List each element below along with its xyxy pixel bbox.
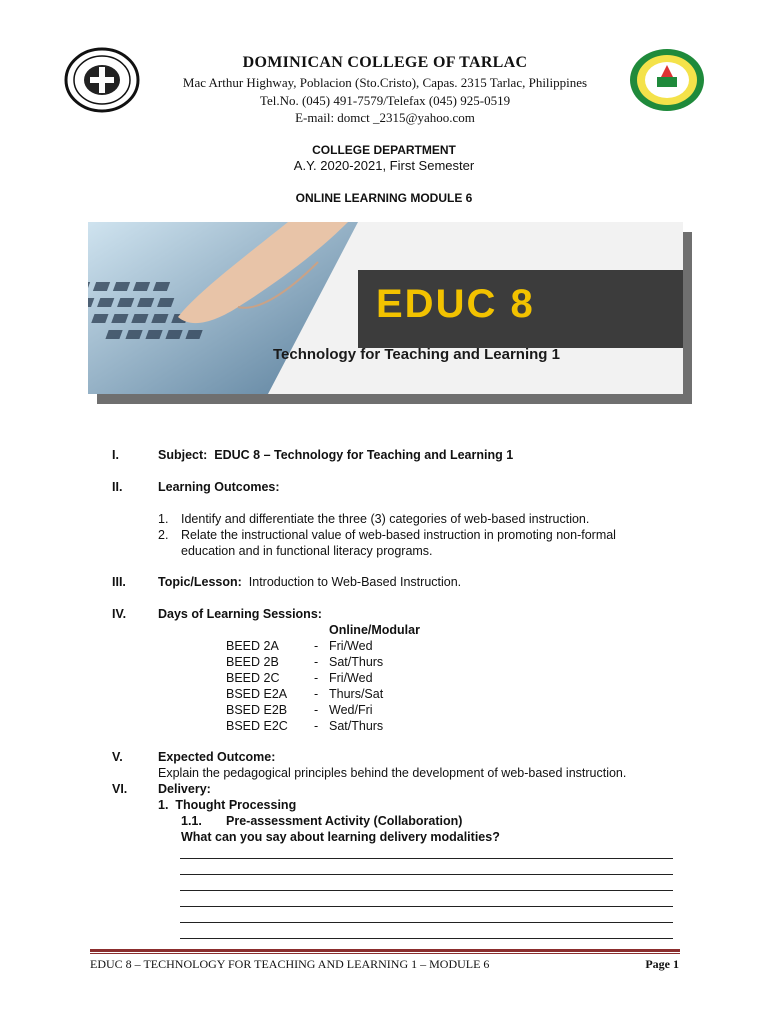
days-heading: Days of Learning Sessions: [158,607,322,621]
schedule-days: Fri/Wed [329,671,373,685]
college-of-education-seal-logo [627,47,707,113]
topic-line [158,574,461,590]
answer-line[interactable] [180,858,673,859]
expected-outcome-text: Explain the pedagogical principles behind the development of web-based instruction. [158,766,627,780]
list-item: Identify and differentiate the three (3) categories of web-based instruction. [181,512,590,526]
activity-number: 1.1. [181,814,202,828]
answer-line[interactable] [180,922,673,923]
thought-processing-heading: 1. Thought Processing [158,798,297,812]
section-number: IV. [112,607,127,621]
activity-question: What can you say about learning delivery modalities? [181,830,500,844]
answer-line[interactable] [180,906,673,907]
learning-outcomes-heading: Learning Outcomes: [158,480,280,494]
activity-title: Pre-assessment Activity (Collaboration) [226,814,463,828]
college-seal-logo [62,47,142,113]
schedule-dash: - [314,719,319,733]
answer-line[interactable] [180,938,673,939]
schedule-days: Wed/Fri [329,703,373,717]
schedule-dash: - [314,687,319,701]
answer-line[interactable] [180,890,673,891]
section-number: VI. [112,782,128,796]
answer-line[interactable] [180,874,673,875]
schedule-dash: - [314,703,319,717]
delivery-heading: Delivery: [158,782,211,796]
schedule-days: Fri/Wed [329,639,373,653]
hand-on-keyboard-image [88,222,388,394]
schedule-column-header: Online/Modular [329,623,420,637]
course-subtitle: Technology for Teaching and Learning 1 [273,346,560,363]
list-item-number: 2. [158,528,169,542]
schedule-days: Sat/Thurs [329,719,384,733]
department-title: COLLEGE DEPARTMENT [312,143,456,157]
college-email: E-mail: domct _2315@yahoo.com [295,110,475,125]
academic-year: A.Y. 2020-2021, First Semester [293,158,475,173]
schedule-days: Sat/Thurs [329,655,384,669]
schedule-days: Thurs/Sat [329,687,384,701]
schedule-dash: - [314,671,319,685]
schedule-dash: - [314,655,319,669]
schedule-section: BEED 2B [226,655,279,669]
list-item: Relate the instructional value of web-based instruction in promoting non-formal [181,528,616,542]
list-item-number: 1. [158,512,169,526]
footer-course-label: EDUC 8 – TECHNOLOGY FOR TEACHING AND LEARNING 1 – MODULE 6 [90,957,490,971]
course-code-title: EDUC 8 [376,282,535,326]
college-address: Mac Arthur Highway, Poblacion (Sto.Cristo), Capas. 2315 Tarlac, Philippines [182,75,588,90]
footer-rule [90,953,680,954]
section-number: V. [112,750,123,764]
topic-label: Topic/Lesson: [158,575,242,589]
section-number: I. [112,448,119,462]
schedule-dash: - [314,639,319,653]
course-banner [88,222,683,394]
college-name: DOMINICAN COLLEGE OF TARLAC [242,54,528,71]
footer-rule [90,949,680,952]
section-number: III. [112,575,126,589]
schedule-section: BSED E2C [226,719,288,733]
schedule-section: BSED E2B [226,703,288,717]
subject-line [158,447,513,463]
page-number: Page 1 [645,957,679,971]
topic-value: Introduction to Web-Based Instruction. [248,575,462,589]
section-number: II. [112,480,123,494]
schedule-section: BEED 2C [226,671,280,685]
subject-label: Subject: [158,448,208,462]
subject-value: EDUC 8 – Technology for Teaching and Learning 1 [214,448,514,462]
list-item-continuation: education and in functional literacy programs. [181,544,433,558]
college-telephone: Tel.No. (045) 491-7579/Telefax (045) 925-0519 [259,93,511,108]
expected-outcome-heading: Expected Outcome: [158,750,276,764]
module-title: ONLINE LEARNING MODULE 6 [295,191,473,205]
schedule-section: BEED 2A [226,639,279,653]
schedule-section: BSED E2A [226,687,288,701]
